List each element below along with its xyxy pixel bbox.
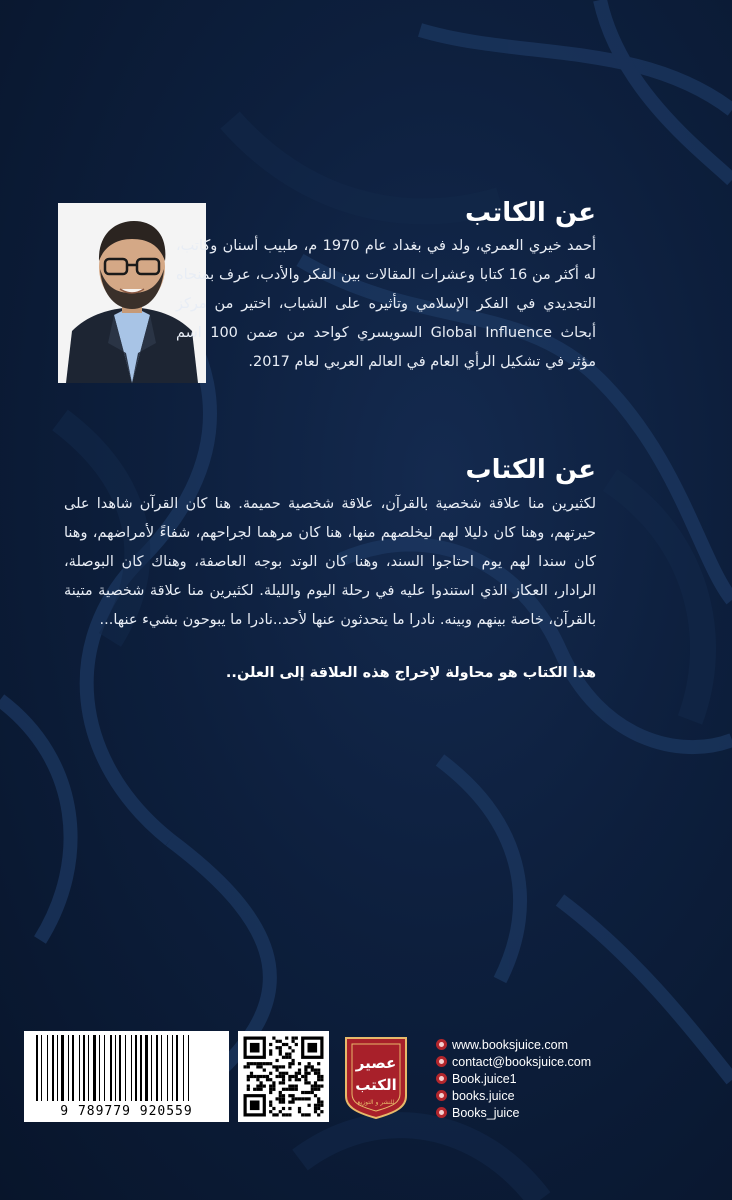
logo-word-1: عصير (355, 1054, 397, 1072)
contact-instagram[interactable] (436, 1087, 591, 1104)
contact-email[interactable] (436, 1053, 591, 1070)
twitter-icon (436, 1107, 447, 1118)
logo-word-2: الكتب (355, 1076, 397, 1094)
book-tagline: هذا الكتاب هو محاولة لإخراج هذه العلاقة إلى العلن.. (225, 665, 596, 681)
logo-subtitle: للنشر و التوزيع (357, 1099, 395, 1106)
publisher-logo (340, 1034, 412, 1122)
publisher-contacts (436, 1036, 591, 1121)
contact-text: books.juice (452, 1088, 515, 1103)
contact-text: contact@booksjuice.com (452, 1054, 592, 1069)
contact-facebook[interactable] (436, 1070, 591, 1087)
about-author-heading: عن الكاتب (464, 198, 596, 228)
instagram-icon (436, 1090, 447, 1101)
contact-website[interactable] (436, 1036, 591, 1053)
globe-icon (436, 1039, 447, 1050)
contact-twitter[interactable] (436, 1104, 591, 1121)
about-book-heading: عن الكتاب (465, 455, 596, 485)
barcode-bars (24, 1035, 229, 1107)
book-description: لكثيرين منا علاقة شخصية بالقرآن، علاقة شخصية حميمة. هنا كان القرآن شاهدا على حيرتهم، وهنا كان دليلا لهم ليخلصهم منها، هنا كان مرهما لجراحهم، شفاءً لأمراضهم، وهنا كان سندا لهم يوم احتاجوا السند، وهنا كان الوتد بوجه العاصفة، وهناك كان البوصلة، الرادار، العكاز الذي استندوا عليه في رحلة اليوم والليلة. لكثيرين منا علاقة شخصية متينة بالقرآن، خاصة بينهم وبينه. نادرا ما يتحدثون عنها لأحد..نادرا ما يبوحون بشيء عنها... (64, 496, 596, 628)
qr-code[interactable] (238, 1031, 329, 1122)
contact-text: www.booksjuice.com (452, 1037, 569, 1052)
isbn-number: 9 789779 920559 (24, 1104, 229, 1119)
contact-text: Books_juice (452, 1105, 520, 1120)
facebook-icon (436, 1073, 447, 1084)
email-icon (436, 1056, 447, 1067)
contact-text: Book.juice1 (452, 1071, 517, 1086)
isbn-barcode (24, 1031, 229, 1122)
author-bio: أحمد خيري العمري، ولد في بغداد عام 1970 م، طبيب أسنان وكاتب، له أكثر من 16 كتابا وعشرات المقالات بين الفكر والأدب، عرف بمنحاه التجديدي في الفكر الإسلامي وتأثيره على الشباب، اختير من مركز أبحاث Global Influence السويسري كواحد من ضمن 100 اسم مؤثر في تشكيل الرأي العام في العالم العربي لعام 2017. (176, 238, 596, 370)
